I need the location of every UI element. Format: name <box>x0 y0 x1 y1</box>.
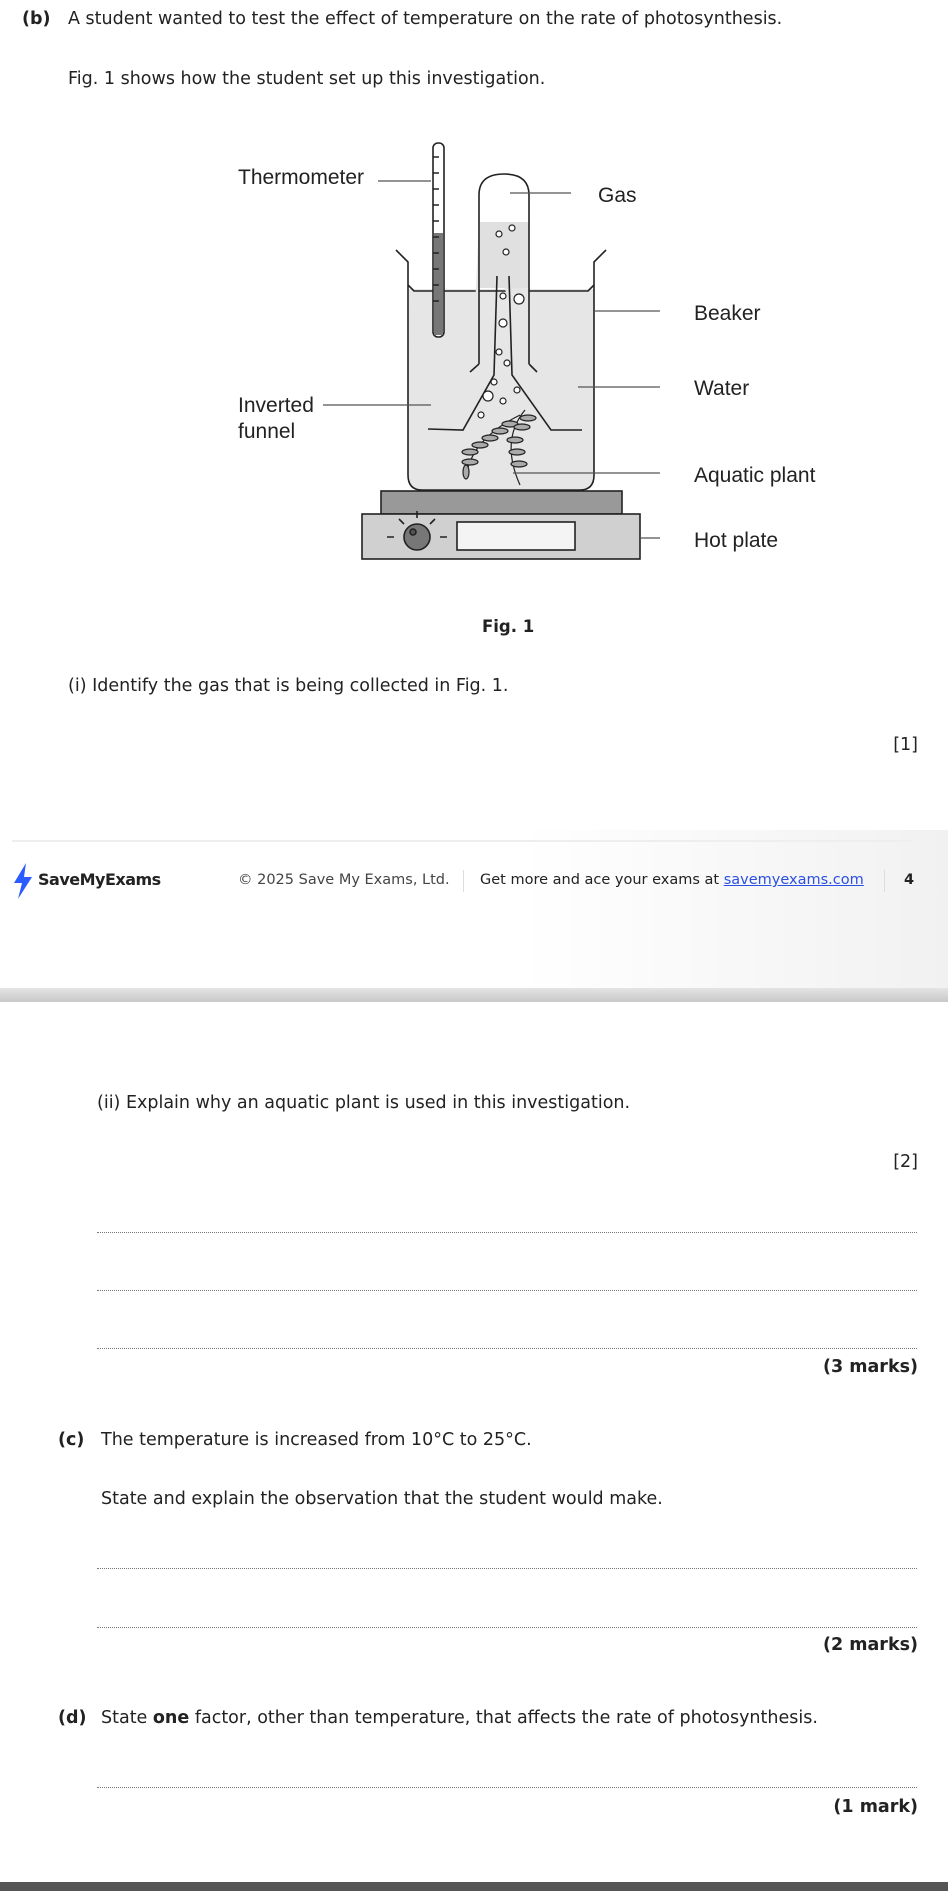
page-break <box>0 988 948 1002</box>
part-c-text2: State and explain the observation that the student would make. <box>101 1489 663 1509</box>
answer-line[interactable] <box>97 1348 917 1349</box>
part-b-text: A student wanted to test the effect of temperature on the rate of photosynthesis. <box>68 9 783 29</box>
page-footer <box>0 830 948 1000</box>
answer-line[interactable] <box>97 1627 917 1628</box>
label-gas: Gas <box>598 184 637 207</box>
label-inverted: Inverted <box>238 394 314 417</box>
part-b-label: (b) <box>22 9 51 29</box>
part-d-text-pre: State <box>101 1708 153 1728</box>
question-i: (i) Identify the gas that is being collected in Fig. 1. <box>68 676 509 696</box>
label-funnel: funnel <box>238 420 296 443</box>
answer-line[interactable] <box>97 1232 917 1233</box>
part-c-text: The temperature is increased from 10°C to 25°C. <box>101 1430 532 1450</box>
answer-line[interactable] <box>97 1787 917 1788</box>
footer-link[interactable]: savemyexams.com <box>723 872 864 888</box>
question-i-marks: [1] <box>893 735 918 755</box>
footer-promo: Get more and ace your exams at <box>480 872 720 888</box>
hot-plate-display <box>457 522 575 550</box>
label-beaker: Beaker <box>694 302 761 325</box>
savemyexams-bolt-icon <box>12 863 34 899</box>
part-d-marks: (1 mark) <box>833 1797 918 1817</box>
part-d-label: (d) <box>58 1708 87 1728</box>
figure-1-diagram <box>0 0 948 600</box>
figure-caption: Fig. 1 <box>482 617 535 636</box>
fig-intro: Fig. 1 shows how the student set up this investigation. <box>68 69 546 89</box>
page-number: 4 <box>904 872 915 888</box>
part-d-text-bold: one <box>152 1708 190 1728</box>
label-water: Water <box>694 377 750 400</box>
part-c-marks: (2 marks) <box>823 1635 918 1655</box>
footer-copyright: © 2025 Save My Exams, Ltd. <box>238 872 450 888</box>
label-thermometer: Thermometer <box>238 166 365 189</box>
knob-icon <box>404 524 430 550</box>
question-ii: (ii) Explain why an aquatic plant is used in this investigation. <box>97 1093 631 1113</box>
question-b-total-marks: (3 marks) <box>823 1357 918 1377</box>
part-d-text-post: factor, other than temperature, that affects the rate of photosynthesis. <box>189 1708 818 1728</box>
label-hot-plate: Hot plate <box>694 529 779 552</box>
part-d-text <box>101 1708 818 1728</box>
answer-line[interactable] <box>97 1290 917 1291</box>
part-c-label: (c) <box>58 1430 85 1450</box>
footer-brand: SaveMyExams <box>38 870 161 889</box>
hot-plate-top <box>381 491 622 514</box>
label-aquatic-plant: Aquatic plant <box>694 464 816 487</box>
question-ii-marks: [2] <box>893 1152 918 1172</box>
bottom-bar <box>0 1882 948 1891</box>
footer-divider <box>12 840 912 842</box>
answer-line[interactable] <box>97 1568 917 1569</box>
